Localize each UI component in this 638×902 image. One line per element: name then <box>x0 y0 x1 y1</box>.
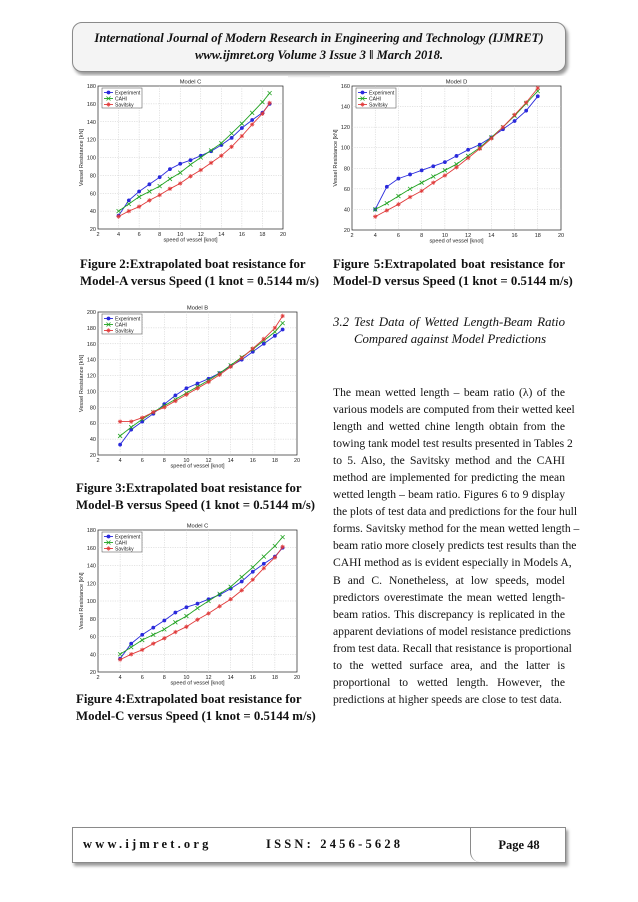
footer-url[interactable]: www.ijmret.org <box>83 837 212 851</box>
journal-title: International Journal of Modern Research in Engineering and Technology (IJMRET) <box>94 31 544 45</box>
data-point <box>408 195 412 199</box>
body-line: the plots of test data and predictions for the four hull <box>333 505 578 519</box>
y-tick-label: 60 <box>89 191 96 198</box>
x-tick-label: 20 <box>293 458 301 464</box>
body-line: CAHI method as is evident especially in Models A, <box>333 556 572 570</box>
body-line: length and wetted chine length obtain from the <box>333 420 565 434</box>
y-tick-label: 20 <box>343 228 350 234</box>
legend-label: Experiment <box>115 534 141 541</box>
y-tick-label: 120 <box>340 125 350 132</box>
data-point <box>524 100 528 104</box>
data-point <box>251 570 254 573</box>
y-tick-label: 80 <box>89 173 96 180</box>
x-tick-label: 6 <box>137 232 141 238</box>
data-point <box>262 562 265 565</box>
y-tick-label: 160 <box>86 341 96 348</box>
data-point <box>137 204 141 208</box>
y-tick-label: 100 <box>86 599 96 605</box>
x-axis-label: speed of vessel [knot] <box>163 237 218 243</box>
figure-5-caption <box>333 256 573 290</box>
journal-issue: www.ijmret.org Volume 3 Issue 3 ǁ March 2018. <box>194 48 444 62</box>
x-axis-label: speed of vessel [knot] <box>170 680 225 686</box>
caption-line: Figure 3:Extrapolated boat resistance for <box>76 481 302 495</box>
data-point <box>419 189 423 193</box>
legend-label: Experiment <box>115 90 141 97</box>
data-point <box>147 198 151 202</box>
x-tick-label: 10 <box>177 232 184 238</box>
data-point <box>385 185 388 188</box>
data-point <box>151 641 155 645</box>
data-point <box>240 580 243 583</box>
y-tick-label: 180 <box>86 528 96 534</box>
x-tick-label: 12 <box>465 233 472 239</box>
legend <box>102 314 142 335</box>
body-line: proportional to wetted length. However, the <box>333 675 565 689</box>
data-point <box>168 187 172 191</box>
data-point <box>443 173 447 177</box>
data-point <box>512 113 516 117</box>
data-point <box>184 392 188 396</box>
x-tick-label: 6 <box>396 233 400 239</box>
data-point <box>273 334 276 337</box>
x-tick-label: 14 <box>227 675 234 681</box>
y-axis-label: Vessel Resistance [kN] <box>79 354 85 413</box>
caption-line: Figure 4:Extrapolated boat resistance for <box>76 692 302 706</box>
data-point <box>152 626 155 629</box>
y-tick-label: 120 <box>86 373 96 380</box>
y-tick-label: 100 <box>340 145 350 152</box>
x-tick-label: 2 <box>96 232 100 238</box>
page-footer <box>72 827 566 863</box>
data-point <box>140 415 144 419</box>
y-tick-label: 20 <box>89 670 96 676</box>
y-tick-label: 40 <box>89 652 96 659</box>
data-point <box>106 328 110 332</box>
y-tick-label: 180 <box>86 84 96 90</box>
legend-label: Savitsky <box>115 546 134 553</box>
data-point <box>408 173 411 176</box>
data-point <box>185 387 188 390</box>
data-point <box>281 328 284 331</box>
x-tick-label: 10 <box>441 233 448 239</box>
data-point <box>228 365 232 369</box>
data-point <box>454 165 458 169</box>
data-point <box>467 148 470 151</box>
y-tick-label: 60 <box>89 634 96 641</box>
data-point <box>262 342 265 345</box>
x-tick-label: 2 <box>96 458 100 464</box>
x-tick-label: 4 <box>117 232 121 238</box>
y-tick-label: 100 <box>86 155 96 162</box>
data-point <box>267 101 271 105</box>
y-axis-label: Vessel Resistance [kN] <box>79 572 85 630</box>
data-point <box>196 382 199 385</box>
x-tick-label: 8 <box>162 458 166 464</box>
data-point <box>106 102 110 106</box>
x-tick-label: 4 <box>118 458 122 464</box>
data-point <box>536 86 540 90</box>
body-line: beam ratio more closely predicts test results than the <box>333 539 577 553</box>
body-line: predictions at higher speeds are close to test data. <box>333 692 562 706</box>
data-point <box>162 405 166 409</box>
body-line: B and C. Nonetheless, at low speeds, model <box>333 573 565 587</box>
x-tick-label: 10 <box>183 458 190 464</box>
y-tick-label: 80 <box>89 616 96 623</box>
y-tick-label: 60 <box>89 421 96 428</box>
body-line: wetted length – beam ratio. Figures 6 to 9 display <box>333 488 565 502</box>
data-point <box>151 410 155 414</box>
y-tick-label: 60 <box>343 186 350 193</box>
y-tick-label: 140 <box>86 563 96 570</box>
data-point <box>228 597 232 601</box>
y-tick-label: 120 <box>86 581 96 588</box>
footer-issn: ISSN: 2456-5628 <box>266 837 404 851</box>
data-point <box>118 419 122 423</box>
data-point <box>385 208 389 212</box>
y-tick-label: 160 <box>86 545 96 552</box>
figure-2-caption <box>80 256 320 290</box>
x-tick-label: 18 <box>259 232 266 238</box>
caption-line: Model-D versus Speed (1 knot = 0.5144 m/s) <box>333 274 573 288</box>
x-tick-label: 4 <box>118 675 122 681</box>
data-point <box>129 419 133 423</box>
data-point <box>107 317 110 320</box>
x-tick-label: 18 <box>534 233 541 239</box>
data-point <box>188 174 192 178</box>
y-tick-label: 180 <box>86 325 96 332</box>
data-point <box>127 199 130 202</box>
figure-4-caption <box>76 691 316 725</box>
data-point <box>489 136 493 140</box>
data-point <box>420 169 423 172</box>
data-point <box>195 617 199 621</box>
data-point <box>525 109 528 112</box>
caption-line: Model-A versus Speed (1 knot = 0.5144 m/s) <box>80 274 320 288</box>
y-tick-label: 40 <box>343 207 350 214</box>
data-point <box>140 648 144 652</box>
x-tick-label: 10 <box>183 675 190 681</box>
data-point <box>536 95 539 98</box>
caption-line: Model-B versus Speed (1 knot = 0.5144 m/s) <box>76 498 316 512</box>
footer-page-number: Page 48 <box>470 828 567 862</box>
journal-header <box>72 22 566 72</box>
y-tick-label: 80 <box>343 166 350 173</box>
section-heading-line: Compared against Model Predictions <box>354 332 547 346</box>
x-tick-label: 6 <box>140 675 144 681</box>
data-point <box>163 619 166 622</box>
data-point <box>229 145 233 149</box>
legend <box>356 88 396 109</box>
data-point <box>174 611 177 614</box>
data-point <box>148 183 151 186</box>
data-point <box>360 102 364 106</box>
legend <box>102 88 142 109</box>
x-tick-label: 2 <box>350 233 354 239</box>
x-tick-label: 12 <box>205 675 212 681</box>
legend-label: Savitsky <box>115 328 134 335</box>
data-point <box>262 566 266 570</box>
body-line: to the wetted surface area, and the latter is <box>333 658 565 672</box>
body-line: from test data. Recall that resistance is proportional <box>333 641 572 655</box>
data-point <box>478 147 482 151</box>
figure-4-chart <box>76 520 302 686</box>
data-point <box>361 91 364 94</box>
chart-svg <box>76 302 302 469</box>
data-point <box>127 209 131 213</box>
chart-title: Model B <box>186 305 209 312</box>
x-tick-label: 12 <box>205 458 212 464</box>
x-tick-label: 14 <box>488 233 495 239</box>
data-point <box>107 535 110 538</box>
x-tick-label: 8 <box>162 675 166 681</box>
data-point <box>184 625 188 629</box>
caption-line: Figure 2:Extrapolated boat resistance for <box>80 257 306 271</box>
data-point <box>431 180 435 184</box>
y-tick-label: 160 <box>86 101 96 108</box>
data-point <box>206 380 210 384</box>
data-point <box>189 159 192 162</box>
figure-2-chart <box>76 76 288 243</box>
data-point <box>443 161 446 164</box>
legend-label: CAHI <box>115 322 127 329</box>
legend-label: Experiment <box>115 316 141 323</box>
legend-label: Experiment <box>369 90 395 97</box>
data-point <box>262 337 266 341</box>
data-point <box>251 578 255 582</box>
data-point <box>158 176 161 179</box>
chart-title: Model D <box>445 79 468 86</box>
data-point <box>118 657 122 661</box>
x-tick-label: 8 <box>158 232 162 238</box>
x-tick-label: 4 <box>373 233 377 239</box>
x-tick-label: 2 <box>96 675 100 681</box>
body-line: beam ratios. This discrepancy is replicated in the <box>333 607 565 621</box>
body-line: forms. Savitsky method for the mean wetted length – <box>333 522 580 536</box>
data-point <box>240 126 243 129</box>
x-tick-label: 18 <box>271 675 278 681</box>
chart-svg <box>330 76 566 244</box>
data-point <box>106 546 110 550</box>
x-tick-label: 20 <box>293 675 301 681</box>
data-point <box>178 181 182 185</box>
figure-5-chart <box>330 76 566 244</box>
data-point <box>141 633 144 636</box>
y-tick-label: 140 <box>86 357 96 364</box>
chart-title: Model C <box>179 79 202 86</box>
data-point <box>196 602 199 605</box>
data-point <box>199 168 203 172</box>
y-tick-label: 140 <box>340 104 350 111</box>
legend-label: CAHI <box>369 96 381 103</box>
data-point <box>478 143 481 146</box>
data-point <box>396 202 400 206</box>
data-point <box>107 91 110 94</box>
legend <box>102 532 142 553</box>
data-point <box>162 636 166 640</box>
y-tick-label: 160 <box>340 84 350 90</box>
data-point <box>173 630 177 634</box>
x-tick-label: 20 <box>557 233 565 239</box>
data-point <box>217 373 221 377</box>
data-point <box>240 588 244 592</box>
figure-3-caption <box>76 480 316 514</box>
data-point <box>280 545 284 549</box>
data-point <box>260 112 264 116</box>
data-point <box>217 604 221 608</box>
x-tick-label: 20 <box>279 232 287 238</box>
chart-svg <box>76 520 302 686</box>
section-heading-line: 3.2 Test Data of Wetted Length-Beam Ratio <box>333 315 565 329</box>
data-point <box>195 386 199 390</box>
data-point <box>273 326 277 330</box>
data-point <box>432 165 435 168</box>
data-point <box>209 161 213 165</box>
legend-label: Savitsky <box>115 102 134 109</box>
data-point <box>251 346 255 350</box>
data-point <box>173 399 177 403</box>
figure-3-chart <box>76 302 302 469</box>
legend-label: CAHI <box>115 96 127 103</box>
data-point <box>219 154 223 158</box>
x-tick-label: 16 <box>249 675 256 681</box>
body-paragraph <box>333 384 580 708</box>
data-point <box>455 154 458 157</box>
caption-line: Figure 5:Extrapolated boat resistance for <box>333 257 565 271</box>
data-point <box>240 356 244 360</box>
caption-line: Model-C versus Speed (1 knot = 0.5144 m/s) <box>76 709 316 723</box>
y-tick-label: 40 <box>89 437 96 444</box>
x-tick-label: 14 <box>218 232 225 238</box>
y-tick-label: 100 <box>86 389 96 396</box>
data-point <box>119 443 122 446</box>
body-line: The mean wetted length – beam ratio (λ) of the <box>333 386 565 399</box>
y-axis-label: Vessel Resistance [kN] <box>333 129 339 187</box>
body-line: method are implemented for predicting the mean <box>333 471 565 485</box>
x-tick-label: 18 <box>271 458 278 464</box>
x-tick-label: 12 <box>197 232 204 238</box>
data-point <box>138 190 141 193</box>
legend-label: Savitsky <box>369 102 388 109</box>
data-point <box>116 214 120 218</box>
data-point <box>168 168 171 171</box>
y-tick-label: 20 <box>89 453 96 459</box>
data-point <box>373 214 377 218</box>
data-point <box>206 611 210 615</box>
body-line: predictors overestimate the mean wetted length- <box>333 590 565 604</box>
data-point <box>174 394 177 397</box>
data-point <box>157 193 161 197</box>
data-point <box>501 125 505 129</box>
x-tick-label: 16 <box>249 458 256 464</box>
x-tick-label: 16 <box>511 233 518 239</box>
data-point <box>179 162 182 165</box>
y-tick-label: 20 <box>89 227 96 233</box>
data-point <box>397 177 400 180</box>
data-point <box>513 119 516 122</box>
data-point <box>129 652 133 656</box>
body-line: apparent deviations of model resistance predictions <box>333 624 571 638</box>
data-point <box>250 122 254 126</box>
data-point <box>280 314 284 318</box>
data-point <box>240 134 244 138</box>
x-tick-label: 6 <box>140 458 144 464</box>
chart-svg <box>76 76 288 243</box>
data-point <box>130 642 133 645</box>
chart-title: Model C <box>186 523 209 530</box>
x-tick-label: 14 <box>227 458 234 464</box>
legend-label: CAHI <box>115 540 127 547</box>
data-point <box>273 555 277 559</box>
data-point <box>185 606 188 609</box>
data-point <box>466 156 470 160</box>
data-point <box>251 118 254 121</box>
y-tick-label: 200 <box>86 310 96 316</box>
data-point <box>230 136 233 139</box>
body-line: various models are computed from their wetted keel <box>333 403 575 417</box>
x-axis-label: speed of vessel [knot] <box>170 463 225 469</box>
x-tick-label: 16 <box>238 232 245 238</box>
y-tick-label: 120 <box>86 137 96 144</box>
y-tick-label: 140 <box>86 119 96 126</box>
y-tick-label: 80 <box>89 405 96 412</box>
x-axis-label: speed of vessel [knot] <box>429 238 484 244</box>
body-line: towing tank model test results presented in Tables 2 <box>333 437 573 451</box>
body-line: to 5. Also, the Savitsky method and the CAHI <box>333 454 565 468</box>
y-tick-label: 40 <box>89 209 96 216</box>
y-axis-label: Vessel Resistance [kN] <box>79 128 85 187</box>
x-tick-label: 8 <box>420 233 424 239</box>
section-heading <box>333 314 565 348</box>
